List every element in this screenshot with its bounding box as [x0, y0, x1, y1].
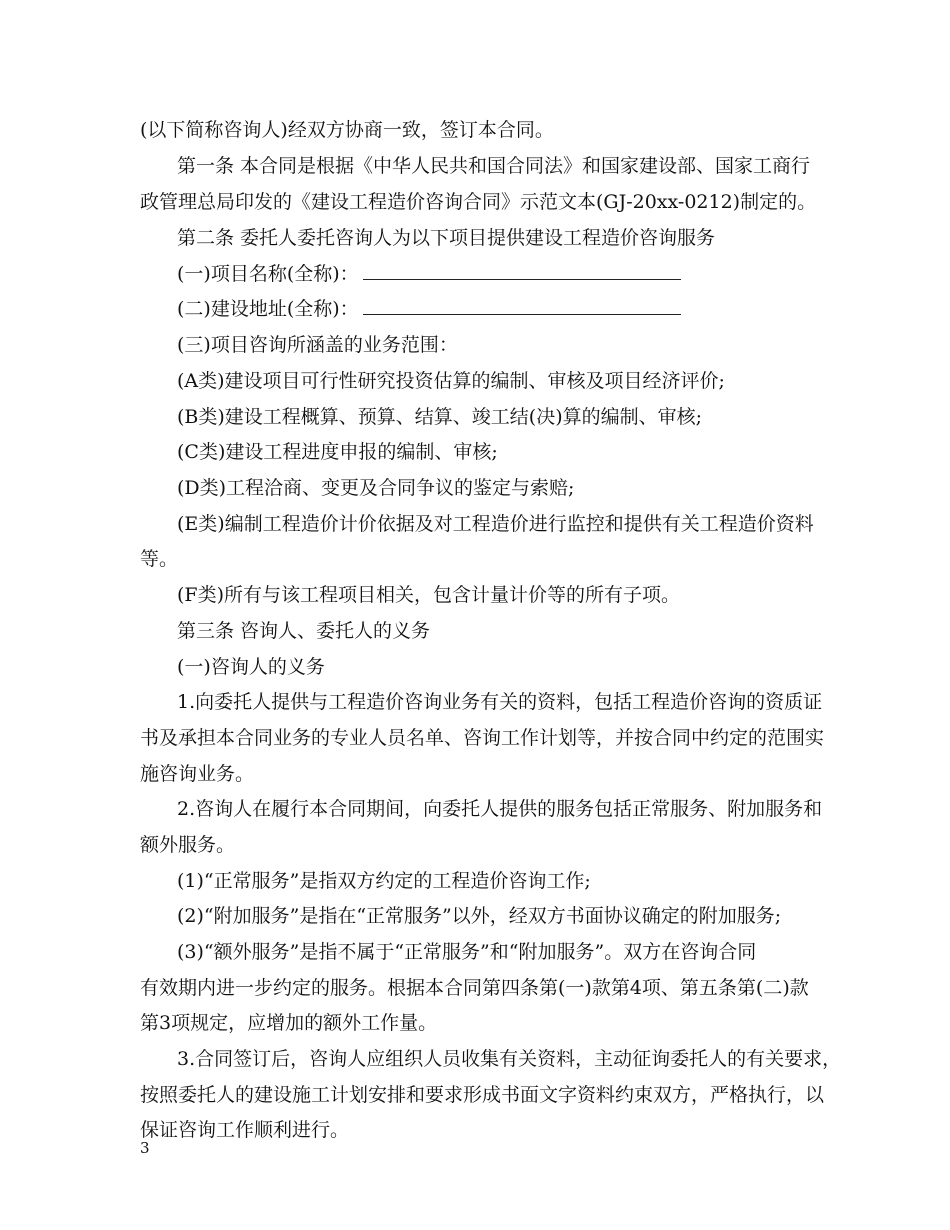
project-name-row — [177, 262, 681, 286]
project-address-blank — [363, 298, 681, 315]
project-name-label: (一)项目名称(全称)： — [177, 263, 359, 285]
article-2-heading: 第二条 委托人委托咨询人为以下项目提供建设工程造价咨询服务 — [177, 227, 716, 249]
text-line: 第3项规定，应增加的额外工作量。 — [140, 1012, 438, 1034]
text-line: (以下简称咨询人)经双方协商一致，签订本合同。 — [140, 119, 554, 141]
text-line: 政管理总局印发的《建设工程造价咨询合同》示范文本(GJ-20xx-0212)制定的。 — [140, 191, 817, 213]
text-line: 3.合同签订后，咨询人应组织人员收集有关资料，主动征询委托人的有关要求， — [177, 1048, 842, 1070]
text-line: (三)项目咨询所涵盖的业务范围： — [177, 334, 458, 356]
article-1-heading: 第一条 本合同是根据《中华人民共和国合同法》和国家建设部、国家工商行 — [177, 155, 811, 177]
scope-item-c: (C类)建设工程进度申报的编制、审核; — [177, 441, 498, 463]
scope-item-f: (F类)所有与该工程项目相关，包含计量计价等的所有子项。 — [177, 584, 681, 606]
section-heading: (一)咨询人的义务 — [177, 656, 325, 678]
text-line: (1)“正常服务”是指双方约定的工程造价咨询工作; — [177, 870, 591, 892]
text-line: 施咨询业务。 — [140, 763, 255, 785]
text-line: 保证咨询工作顺利进行。 — [140, 1119, 350, 1141]
text-line: 书及承担本合同业务的专业人员名单、咨询工作计划等，并按合同中约定的范围实 — [140, 727, 825, 749]
text-line: (3)“额外服务”是指不属于“正常服务”和“附加服务”。双方在咨询合同 — [177, 941, 757, 963]
page-number: 3 — [140, 1139, 150, 1157]
scope-item-e: (E类)编制工程造价计价依据及对工程造价进行监控和提供有关工程造价资料 — [177, 513, 814, 535]
scope-item-b: (B类)建设工程概算、预算、结算、竣工结(决)算的编制、审核; — [177, 406, 703, 428]
text-line: 额外服务。 — [140, 834, 236, 856]
article-3-heading: 第三条 咨询人、委托人的义务 — [177, 620, 431, 642]
text-line: (2)“附加服务”是指在“正常服务”以外，经双方书面协议确定的附加服务; — [177, 905, 782, 927]
text-line: 2.咨询人在履行本合同期间，向委托人提供的服务包括正常服务、附加服务和 — [177, 798, 823, 820]
scope-item-d: (D类)工程洽商、变更及合同争议的鉴定与索赔; — [177, 477, 575, 499]
text-line: 按照委托人的建设施工计划安排和要求形成书面文字资料约束双方，严格执行，以 — [140, 1084, 825, 1106]
text-line: 有效期内进一步约定的服务。根据本合同第四条第(一)款第4项、第五条第(二)款 — [140, 977, 809, 999]
text-line: 等。 — [140, 548, 179, 570]
project-address-row — [177, 297, 681, 321]
project-name-blank — [363, 263, 681, 280]
text-line: 1.向委托人提供与工程造价咨询业务有关的资料，包括工程造价咨询的资质证 — [177, 691, 823, 713]
scope-item-a: (A类)建设项目可行性研究投资估算的编制、审核及项目经济评价; — [177, 370, 725, 392]
project-address-label: (二)建设地址(全称)： — [177, 298, 359, 320]
